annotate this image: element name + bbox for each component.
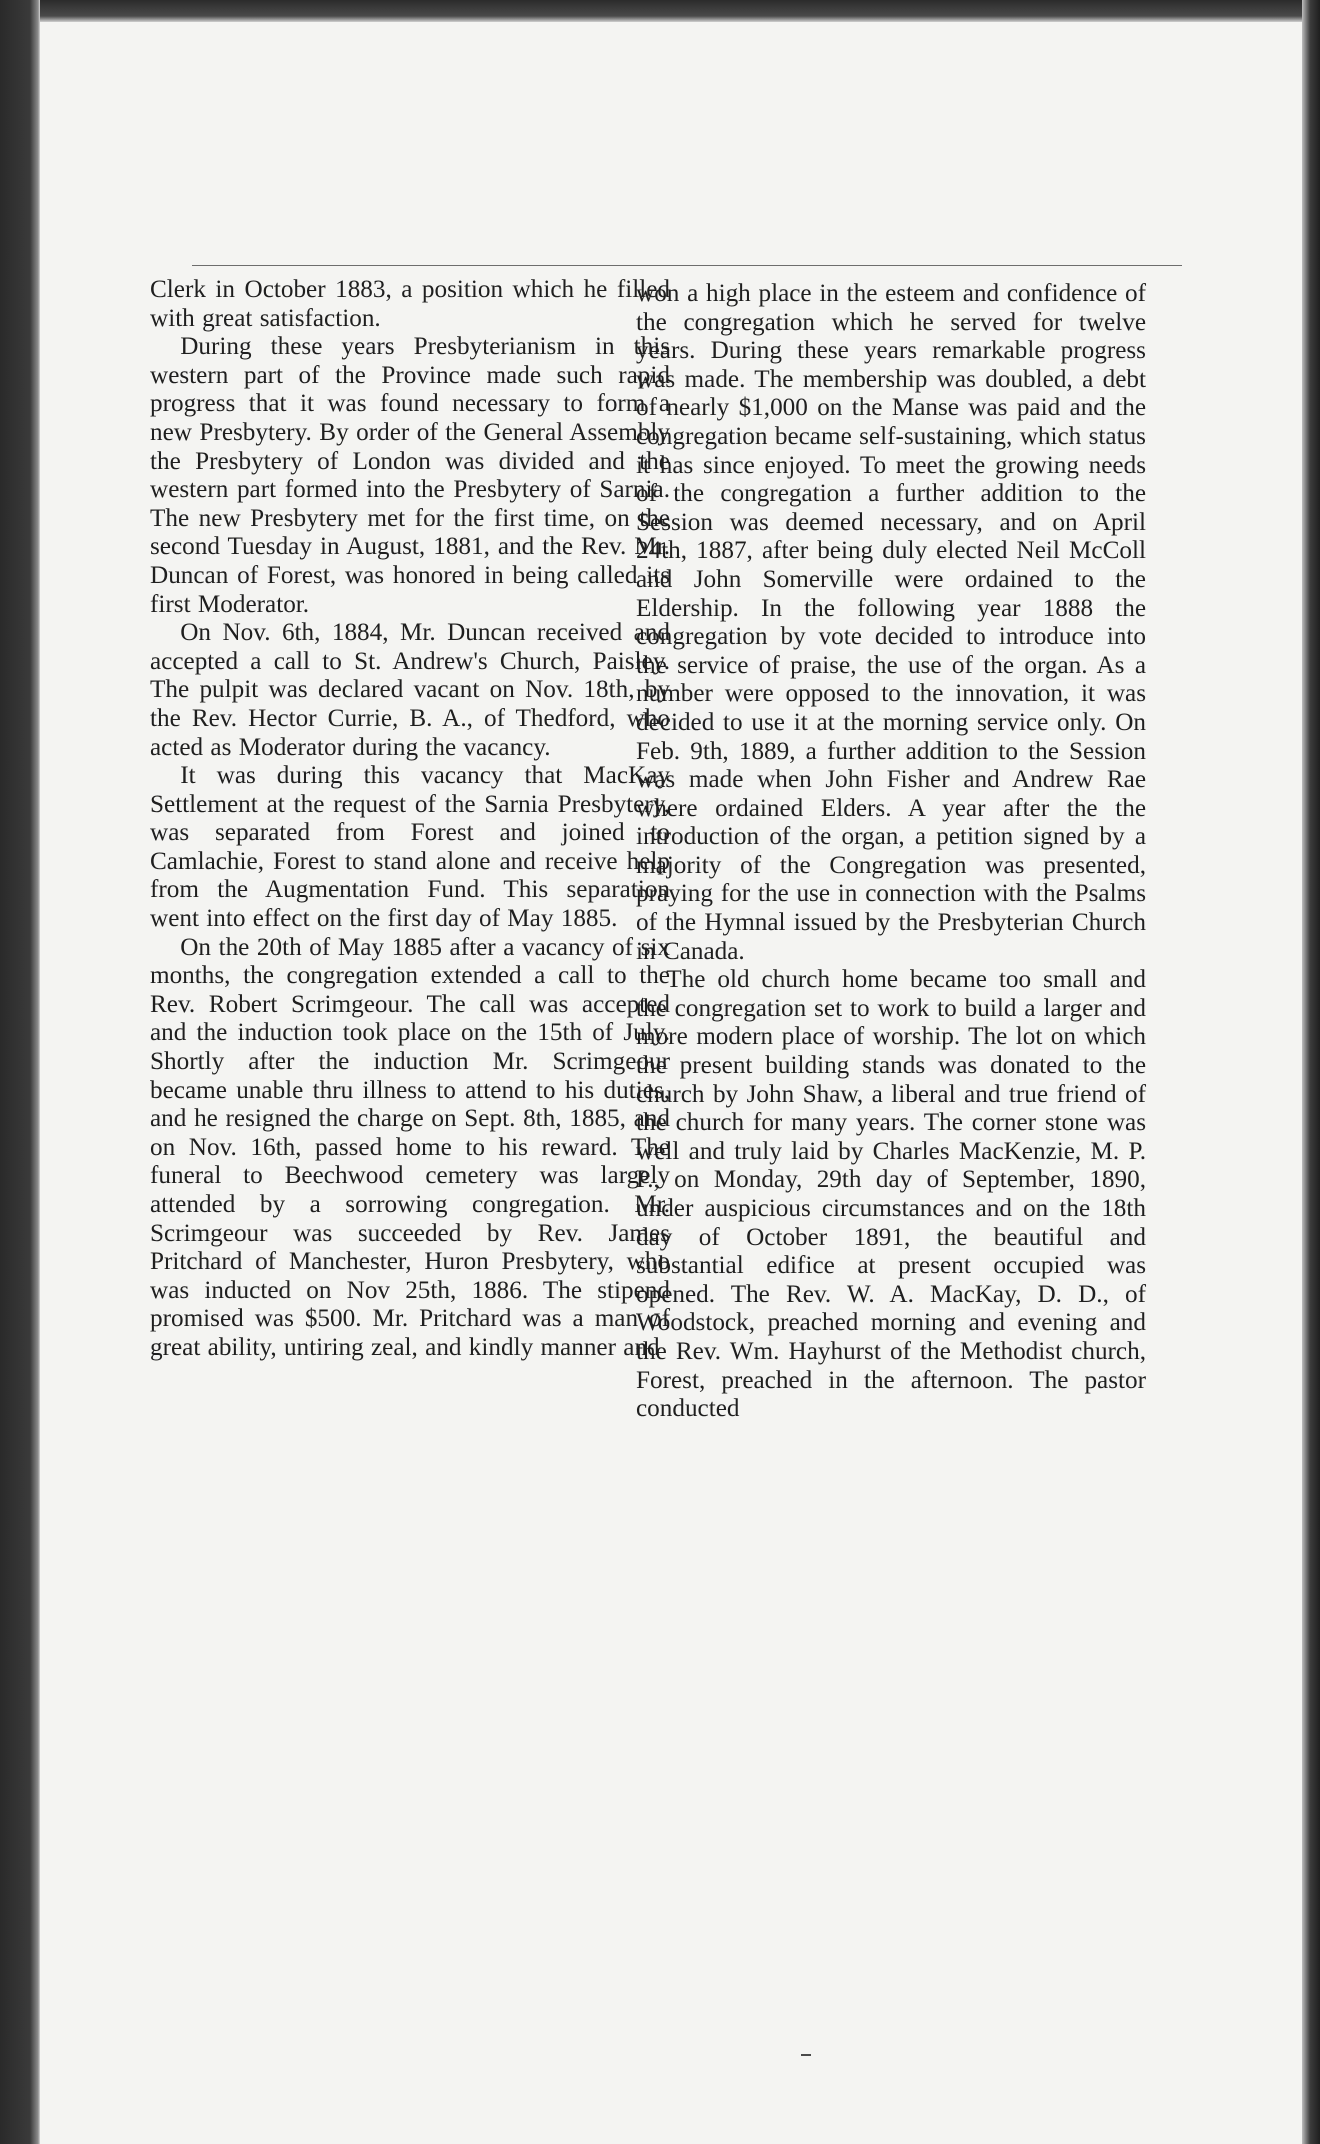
header-rule — [192, 265, 1182, 266]
right-text-column — [636, 280, 1146, 1424]
paragraph: On the 20th of May 1885 after a vacancy of six months, the congregation extended a call to the Rev. Robert Scrimgeour. The call was accepted and the induction took place on the 15th of July. Shortly after the induction Mr. Scrimgeour became unable thru illness to attend to his duties, and he resigned the charge on Sept. 8th, 1885, and on Nov. 16th, passed home to his reward. The funeral to Beechwood cemetery was largely attended by a sorrowing congregation. Mr. Scrimgeour was succeeded by Rev. James Pritchard of Manchester, Huron Presbytery, who was inducted on Nov 25th, 1886. The stipend promised was $500. Mr. Pritchard was a man of great ability, untiring zeal, and kindly manner and — [150, 933, 670, 1361]
paragraph: won a high place in the esteem and confidence of the congregation which he served for twelve years. During these years remarkable progress was made. The membership was doubled, a debt of nearly $1,000 on the Manse was paid and the congregation became self-sustaining, which status it has since enjoyed. To meet the growing needs of the congregation a further addition to the Session was deemed necessary, and on April 24th, 1887, after being duly elected Neil McColl and John Somerville were ordained to the Eldership. In the following year 1888 the congregation by vote decided to introduce into the service of praise, the use of the organ. As a number were opposed to the innovation, it was decided to use it at the morning service only. On Feb. 9th, 1889, a further addition to the Session was made when John Fisher and Andrew Rae where ordained Elders. A year after the the introduction of the organ, a petition signed by a majority of the Congregation was presented, praying for the use in connection with the Psalms of the Hymnal issued by the Presbyterian Church in Canada. — [636, 280, 1146, 965]
paragraph: It was during this vacancy that MacKay Settlement at the request of the Sarnia Presbytery, was separated from Forest and joined to Camlachie, Forest to stand alone and receive help from the Augmentation Fund. This separation went into effect on the first day of May 1885. — [150, 762, 670, 933]
paragraph: Clerk in October 1883, a position which he filled with great satisfaction. — [150, 276, 670, 332]
footer-mark — [801, 2054, 811, 2056]
scan-right-edge — [1302, 0, 1320, 2144]
scan-binding-edge — [0, 0, 40, 2144]
paragraph: During these years Presbyterianism in this western part of the Province made such rapid progress that it was found necessary to form a new Presbytery. By order of the General Assembly the Presbytery of London was divided and the western part formed into the Presbytery of Sarnia. The new Presbytery met for the first time, on the second Tuesday in August, 1881, and the Rev. Mr. Duncan of Forest, was honored in being called its first Moderator. — [150, 333, 670, 618]
paragraph: The old church home became too small and the congregation set to work to build a larger and more modern place of worship. The lot on which the present building stands was donated to the church by John Shaw, a liberal and true friend of the church for many years. The corner stone was well and truly laid by Charles MacKenzie, M. P. P., on Monday, 29th day of September, 1890, under auspicious circumstances and on the 18th day of October 1891, the beautiful and substantial edifice at present occupied was opened. The Rev. W. A. MacKay, D. D., of Woodstock, preached morning and evening and the Rev. Wm. Hayhurst of the Methodist church, Forest, preached in the afternoon. The pastor conducted — [636, 966, 1146, 1423]
left-text-column — [150, 276, 670, 1363]
document-page — [40, 22, 1302, 2144]
scan-top-edge — [40, 0, 1320, 22]
paragraph: On Nov. 6th, 1884, Mr. Duncan received and accepted a call to St. Andrew's Church, Paisley. The pulpit was declared vacant on Nov. 18th, by the Rev. Hector Currie, B. A., of Thedford, who acted as Moderator during the vacancy. — [150, 619, 670, 761]
